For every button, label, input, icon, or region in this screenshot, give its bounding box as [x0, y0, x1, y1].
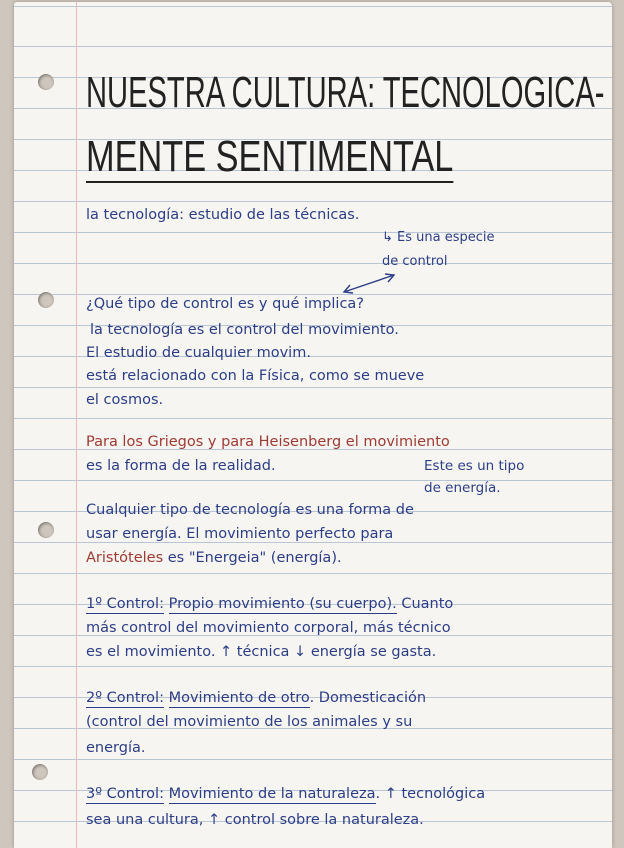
note-line: Para los Griegos y para Heisenberg el movimiento: [86, 434, 450, 450]
control-2-title: Movimiento de otro: [168, 690, 310, 706]
note-line: sea una cultura, ↑ control sobre la naturaleza.: [86, 812, 424, 828]
title-line-2-text: MENTE SENTIMENTAL: [86, 132, 454, 181]
note-line: de control: [382, 254, 448, 269]
control-3-line: [86, 786, 485, 802]
note-line: Este es un tipo: [424, 458, 525, 474]
note-line: es la forma de la realidad.: [86, 458, 276, 474]
control-3-label: 3º Control:: [86, 786, 164, 802]
control-1-label: 1º Control:: [86, 596, 164, 612]
double-arrow-icon: [340, 270, 400, 296]
control-2-line: [86, 690, 426, 706]
binder-hole-1: [38, 74, 54, 90]
note-text: es "Energeia" (energía).: [163, 550, 342, 566]
title-line-1: NUESTRA CULTURA: TECNOLOGICA-: [86, 68, 605, 117]
control-1-line: [86, 596, 453, 612]
control-3-title: Movimiento de la naturaleza: [168, 786, 376, 802]
binder-hole-3: [38, 522, 54, 538]
note-line: es el movimiento. ↑ técnica ↓ energía se gasta.: [86, 644, 437, 660]
note-line: la tecnología: estudio de las técnicas.: [86, 207, 360, 223]
control-1-continue: Cuanto: [396, 596, 454, 612]
note-line: El estudio de cualquier movim.: [86, 345, 311, 361]
control-2-continue: . Domesticación: [309, 690, 427, 706]
note-line: Cualquier tipo de tecnología es una forma de: [86, 502, 414, 518]
binder-hole-4: [32, 764, 48, 780]
note-red-word: Aristóteles: [86, 550, 164, 566]
title-line-2: [86, 132, 453, 182]
control-3-continue: . ↑ tecnológica: [375, 786, 486, 802]
note-line: ¿Qué tipo de control es y qué implica?: [86, 296, 364, 312]
note-line: está relacionado con la Física, como se mueve: [86, 368, 425, 384]
control-1-title: Propio movimiento (su cuerpo).: [168, 596, 397, 612]
note-line: más control del movimiento corporal, más técnico: [86, 620, 451, 636]
control-2-label: 2º Control:: [86, 690, 164, 706]
margin-line: [76, 2, 77, 848]
note-line: ↳ Es una especie: [382, 230, 495, 245]
binder-hole-2: [38, 292, 54, 308]
note-line: de energía.: [424, 480, 501, 496]
notebook-page: [14, 2, 612, 848]
note-line: (control del movimiento de los animales y su: [86, 714, 413, 730]
note-line: la tecnología es el control del movimiento.: [90, 322, 399, 338]
note-line: [86, 550, 342, 566]
note-line: usar energía. El movimiento perfecto para: [86, 526, 394, 542]
note-line: energía.: [86, 740, 146, 756]
note-line: el cosmos.: [86, 392, 164, 408]
